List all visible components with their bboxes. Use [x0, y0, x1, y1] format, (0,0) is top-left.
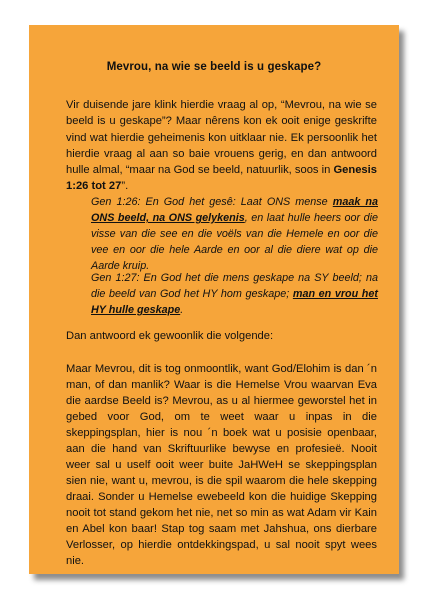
page-title: Mevrou, na wie se beeld is u geskape? [106, 61, 322, 73]
quote-2-emphasis: man en vrou het HY hulle geskape [91, 288, 378, 316]
intro-text-2: ”. [121, 180, 129, 193]
quote-1-lead: Gen 1:26: En God het gesê: Laat ONS mense [91, 196, 333, 208]
body-paragraph: Maar Mevrou, dit is tog onmoontlik, want God/Elohim is dan ´n man, of dan manlik? Waar is die Hemelse Vrou waarvan Eva die aardse Beeld is? Mevrou, as u al hiermee geworstel het in gebed voor God, om te weet waar u inpas in die skeppingsplan, hier is nou ´n boek wat u posisie openbaar, aan die hand van Skriftuurlike bewyse en profesieë. Nooit weer sal u uself ooit weer buite JaHWeH se skeppingsplan sien nie, want u, mevrou, is die spil waarom die hele skepping draai. Sonder u Hemelse ewebeeld kon die huidige Skepping nooit tot stand gekom het nie, net so min as wat Adam vir Kain en Abel kon baar! Stap tog saam met Jahshua, ons dierbare Verlosser, op hierdie ontdekkingspad, u sal nooit spyt wees nie. [66, 363, 377, 567]
quote-1-rest: , en laat hulle heers oor die visse van die see en die voëls van die Hemele en oor die vee en oor die hele Aarde en oor al die diere wat op die Aarde kruip. [91, 212, 378, 272]
flyer-card [29, 25, 399, 574]
intro-paragraph [66, 97, 377, 195]
scripture-reference: Genesis 1:26 tot 27 [66, 164, 377, 193]
quote-genesis-1-26 [91, 194, 378, 274]
quote-1-emphasis: maak na ONS beeld, na ONS gelykenis [91, 196, 378, 224]
quote-genesis-1-27 [91, 270, 378, 318]
reply-intro: Dan antwoord ek gewoonlik die volgende: [66, 330, 274, 342]
intro-text-1: Vir duisende jare klink hierdie vraag al op, “Mevrou, na wie se beeld is u geskape”? Maar nêrens kon ek ooit enige geskrifte vind wat hierdie geheimenis kon uitklaar nie. Ek persoonlik het hierdie vraag al aan so baie vrouens gerig, en dan antwoord hulle almal, “maar na God se beeld, natuurlik, soos in [66, 99, 377, 177]
quote-2-lead: Gen 1:27: En God het die mens geskape na SY beeld; na die beeld van God het HY hom geskape; [91, 272, 378, 300]
quote-2-rest: . [180, 304, 184, 316]
